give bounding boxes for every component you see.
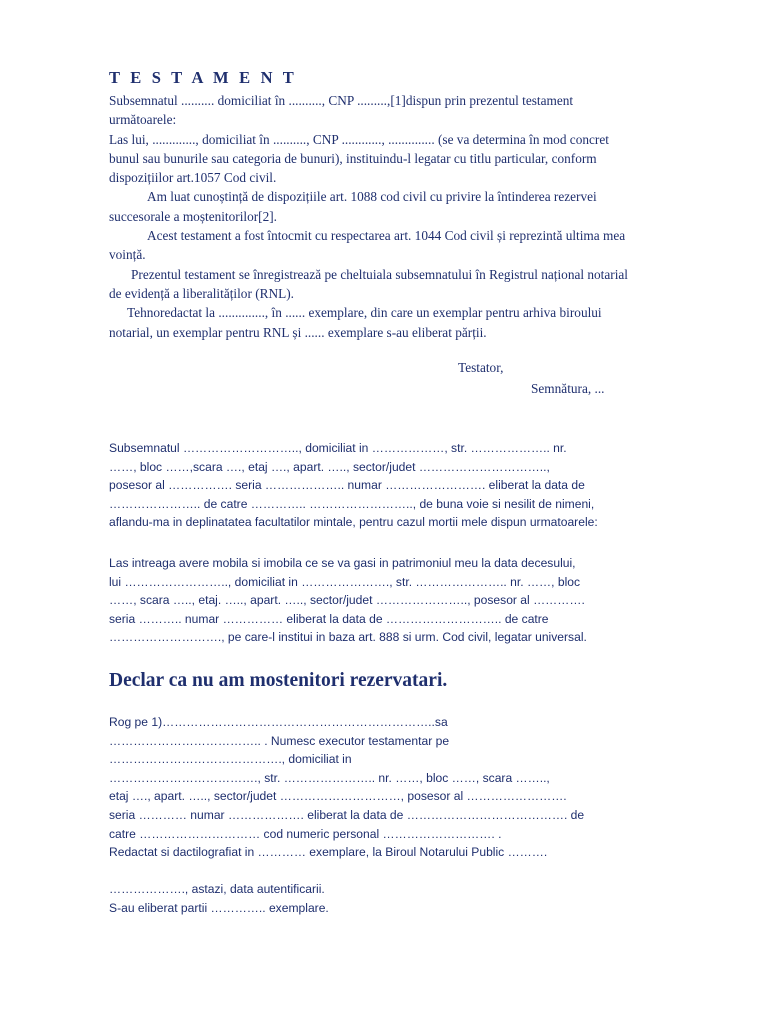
form-line: ………………………………., str. ………………….. nr. ……, bloc ……, scara …….., bbox=[109, 770, 550, 785]
form-line: seria ……….. numar …………… eliberat la data de ……………………….. de catre bbox=[109, 611, 549, 626]
form-line: lui …………………….., domiciliat in …………………., str. ………………….. nr. ……, bloc bbox=[109, 574, 581, 589]
form-executor-section bbox=[109, 713, 709, 918]
signature-label: Semnătura, ... bbox=[531, 381, 605, 396]
form-line: ……, scara ….., etaj. ….., apart. ….., sector/judet ………………….., posesor al …………. bbox=[109, 593, 585, 608]
form-line: catre ………………………… cod numeric personal ………………………. . bbox=[109, 826, 502, 841]
form-line: seria ………… numar ………………. eliberat la data de …………………………………. de bbox=[109, 807, 585, 822]
form-line: Subsemnatul ……………………….., domiciliat in ………………, str. ……………….. nr. bbox=[109, 441, 567, 455]
form-line: ………………., astazi, data autentificarii. bbox=[109, 882, 325, 897]
blank-line bbox=[109, 862, 709, 881]
form-line: aflandu-ma in deplinatatea facultatilor mintale, pentru cazul mortii mele dispun urmatoarele: bbox=[109, 515, 598, 530]
intro-line: dispozițiilor art.1057 Cod civil. bbox=[109, 170, 277, 186]
testator-label: Testator, bbox=[458, 360, 504, 375]
intro-line: notarial, un exemplar pentru RNL și ...... exemplare s-au eliberat părții. bbox=[109, 324, 487, 340]
form-line: Rog pe 1)…………………………………………………………..sa bbox=[109, 715, 448, 729]
declaration-heading: Declar ca nu am mostenitori rezervatari. bbox=[109, 670, 448, 691]
intro-line: Tehnoredactat la .............., în ...... exemplare, din care un exemplar pentru arhiva biroului bbox=[127, 305, 602, 321]
form-line: ………………….. de catre ………….. …………………….., de buna voie si nesilit de nimeni, bbox=[109, 496, 595, 511]
intro-line: de evidență a liberalităților (RNL). bbox=[109, 285, 294, 301]
form-line: ……, bloc ……,scara …., etaj …., apart. ….., sector/judet ………………………….., bbox=[109, 459, 550, 474]
intro-line: următoarele: bbox=[109, 112, 177, 128]
form-line: Las intreaga avere mobila si imobila ce se va gasi in patrimoniul meu la data decesului, bbox=[109, 556, 576, 570]
form-line: ……………………………….. . Numesc executor testamentar pe bbox=[109, 733, 450, 748]
document-title: T E S T A M E N T bbox=[109, 68, 297, 87]
intro-line: Las lui, ............., domiciliat în .........., CNP ............, .............. (se va determina în mod concret bbox=[109, 131, 609, 147]
form-line: Redactat si dactilografiat in ………… exemplare, la Biroul Notarului Public ………. bbox=[109, 845, 548, 860]
form-line: posesor al ……………. seria ……………….. numar ……………………. eliberat la data de bbox=[109, 478, 585, 493]
form-line: ………………………., pe care-l institui in baza art. 888 si urm. Cod civil, legatar universal. bbox=[109, 630, 587, 645]
form-identity-section bbox=[109, 439, 699, 532]
intro-section bbox=[109, 91, 714, 342]
intro-line: Subsemnatul .......... domiciliat în .........., CNP .........,[1]dispun prin prezentul testament bbox=[109, 93, 574, 108]
intro-line: bunul sau bunurile sau categoria de bunuri), instituindu-l legatar cu titlu particular, conform bbox=[109, 150, 597, 166]
form-line: etaj …., apart. ….., sector/judet …………………………, posesor al ……………………. bbox=[109, 789, 567, 804]
form-line: S-au eliberat partii ………….. exemplare. bbox=[109, 900, 329, 915]
intro-line: Acest testament a fost întocmit cu respectarea art. 1044 Cod civil și reprezintă ultima mea bbox=[147, 228, 626, 244]
intro-line: succesorale a moștenitorilor[2]. bbox=[109, 208, 277, 224]
intro-line: voință. bbox=[109, 247, 146, 263]
intro-line: Prezentul testament se înregistrează pe cheltuiala subsemnatului în Registrul național notarial bbox=[131, 266, 628, 282]
form-line: ……………………………………., domiciliat in bbox=[109, 752, 352, 767]
intro-line: Am luat cunoștință de dispozițiile art. 1088 cod civil cu privire la întinderea rezervei bbox=[147, 189, 597, 205]
form-legacy-section bbox=[109, 554, 714, 647]
